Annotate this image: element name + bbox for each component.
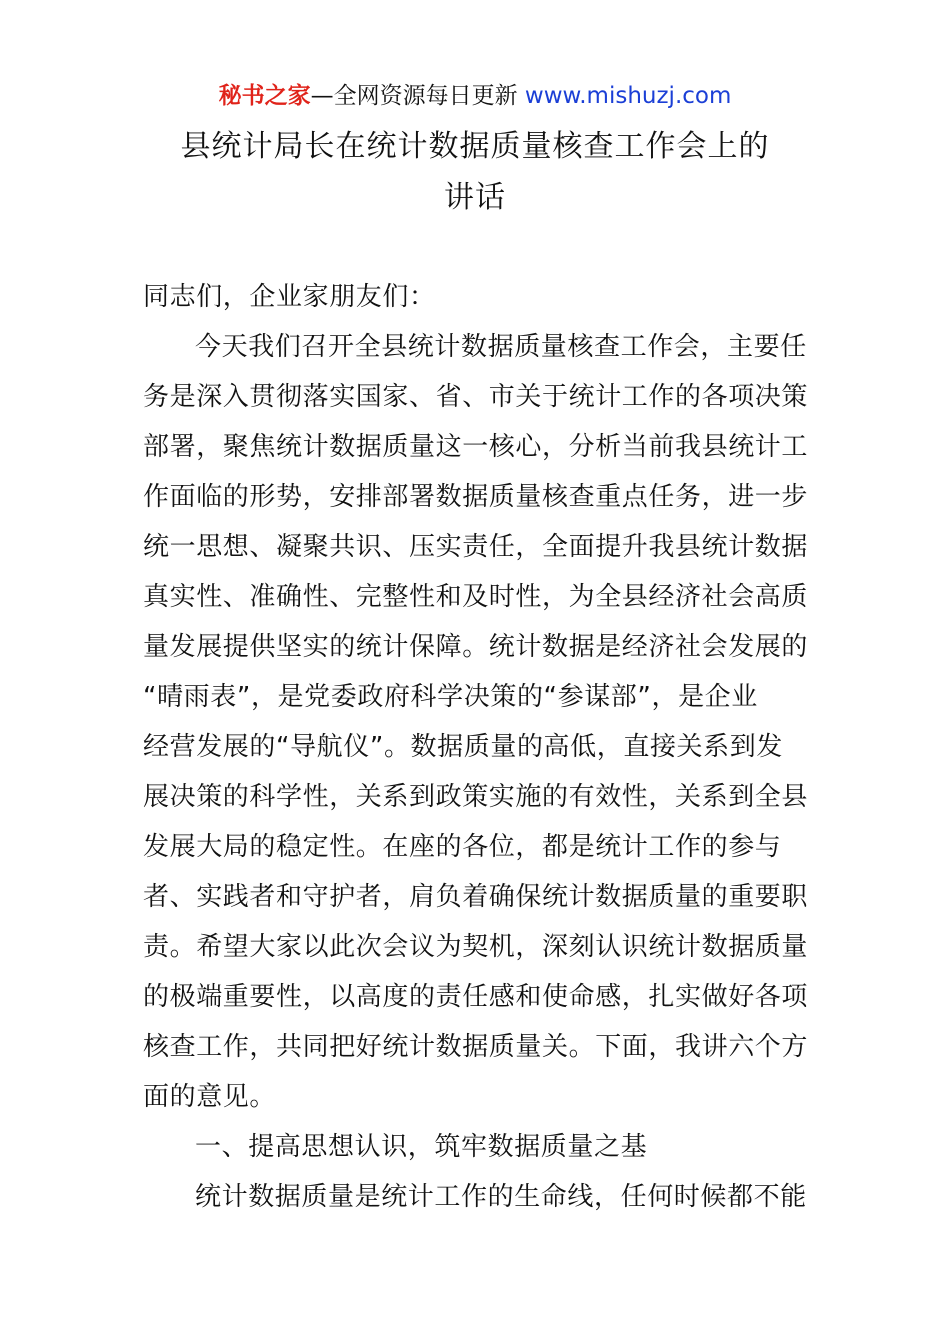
body-line: 经营发展的“导航仪”。数据质量的高低，直接关系到发	[143, 732, 783, 762]
body-line: 统计数据质量是统计工作的生命线，任何时候都不能	[195, 1182, 807, 1212]
body-line: 核查工作，共同把好统计数据质量关。下面，我讲六个方	[143, 1032, 809, 1062]
body-line: 真实性、准确性、完整性和及时性，为全县经济社会高质	[143, 582, 809, 612]
document-title-line-2: 讲话	[444, 180, 506, 215]
body-line: 展决策的科学性，关系到政策实施的有效性，关系到全县	[143, 782, 809, 812]
body-line: 部署，聚焦统计数据质量这一核心，分析当前我县统计工	[143, 432, 809, 462]
body-line: 者、实践者和守护者，肩负着确保统计数据质量的重要职	[143, 882, 809, 912]
body-line: 的极端重要性，以高度的责任感和使命感，扎实做好各项	[143, 982, 809, 1012]
body-line: 今天我们召开全县统计数据质量核查工作会，主要任	[195, 332, 807, 362]
body-line: 作面临的形势，安排部署数据质量核查重点任务，进一步	[143, 482, 809, 512]
body-line: 统一思想、凝聚共识、压实责任，全面提升我县统计数据	[143, 532, 809, 562]
body-line: 务是深入贯彻落实国家、省、市关于统计工作的各项决策	[143, 382, 809, 412]
body-line: “晴雨表”，是党委政府科学决策的“参谋部”，是企业	[143, 682, 758, 712]
site-url-link[interactable]: www.mishuzj.com	[524, 83, 732, 109]
body-line: 责。希望大家以此次会议为契机，深刻认识统计数据质量	[143, 932, 809, 962]
body-line: 量发展提供坚实的统计保障。统计数据是经济社会发展的	[143, 632, 809, 662]
header-tagline: —全网资源每日更新	[310, 83, 518, 109]
section-heading: 一、提高思想认识，筑牢数据质量之基	[195, 1132, 648, 1162]
salutation: 同志们，企业家朋友们：	[143, 282, 436, 312]
document-title-line-1: 县统计局长在统计数据质量核查工作会上的	[180, 129, 770, 164]
brand-name: 秘书之家	[218, 83, 311, 109]
body-line: 发展大局的稳定性。在座的各位，都是统计工作的参与	[143, 832, 782, 862]
site-header	[0, 80, 950, 112]
body-line: 面的意见。	[143, 1082, 277, 1112]
